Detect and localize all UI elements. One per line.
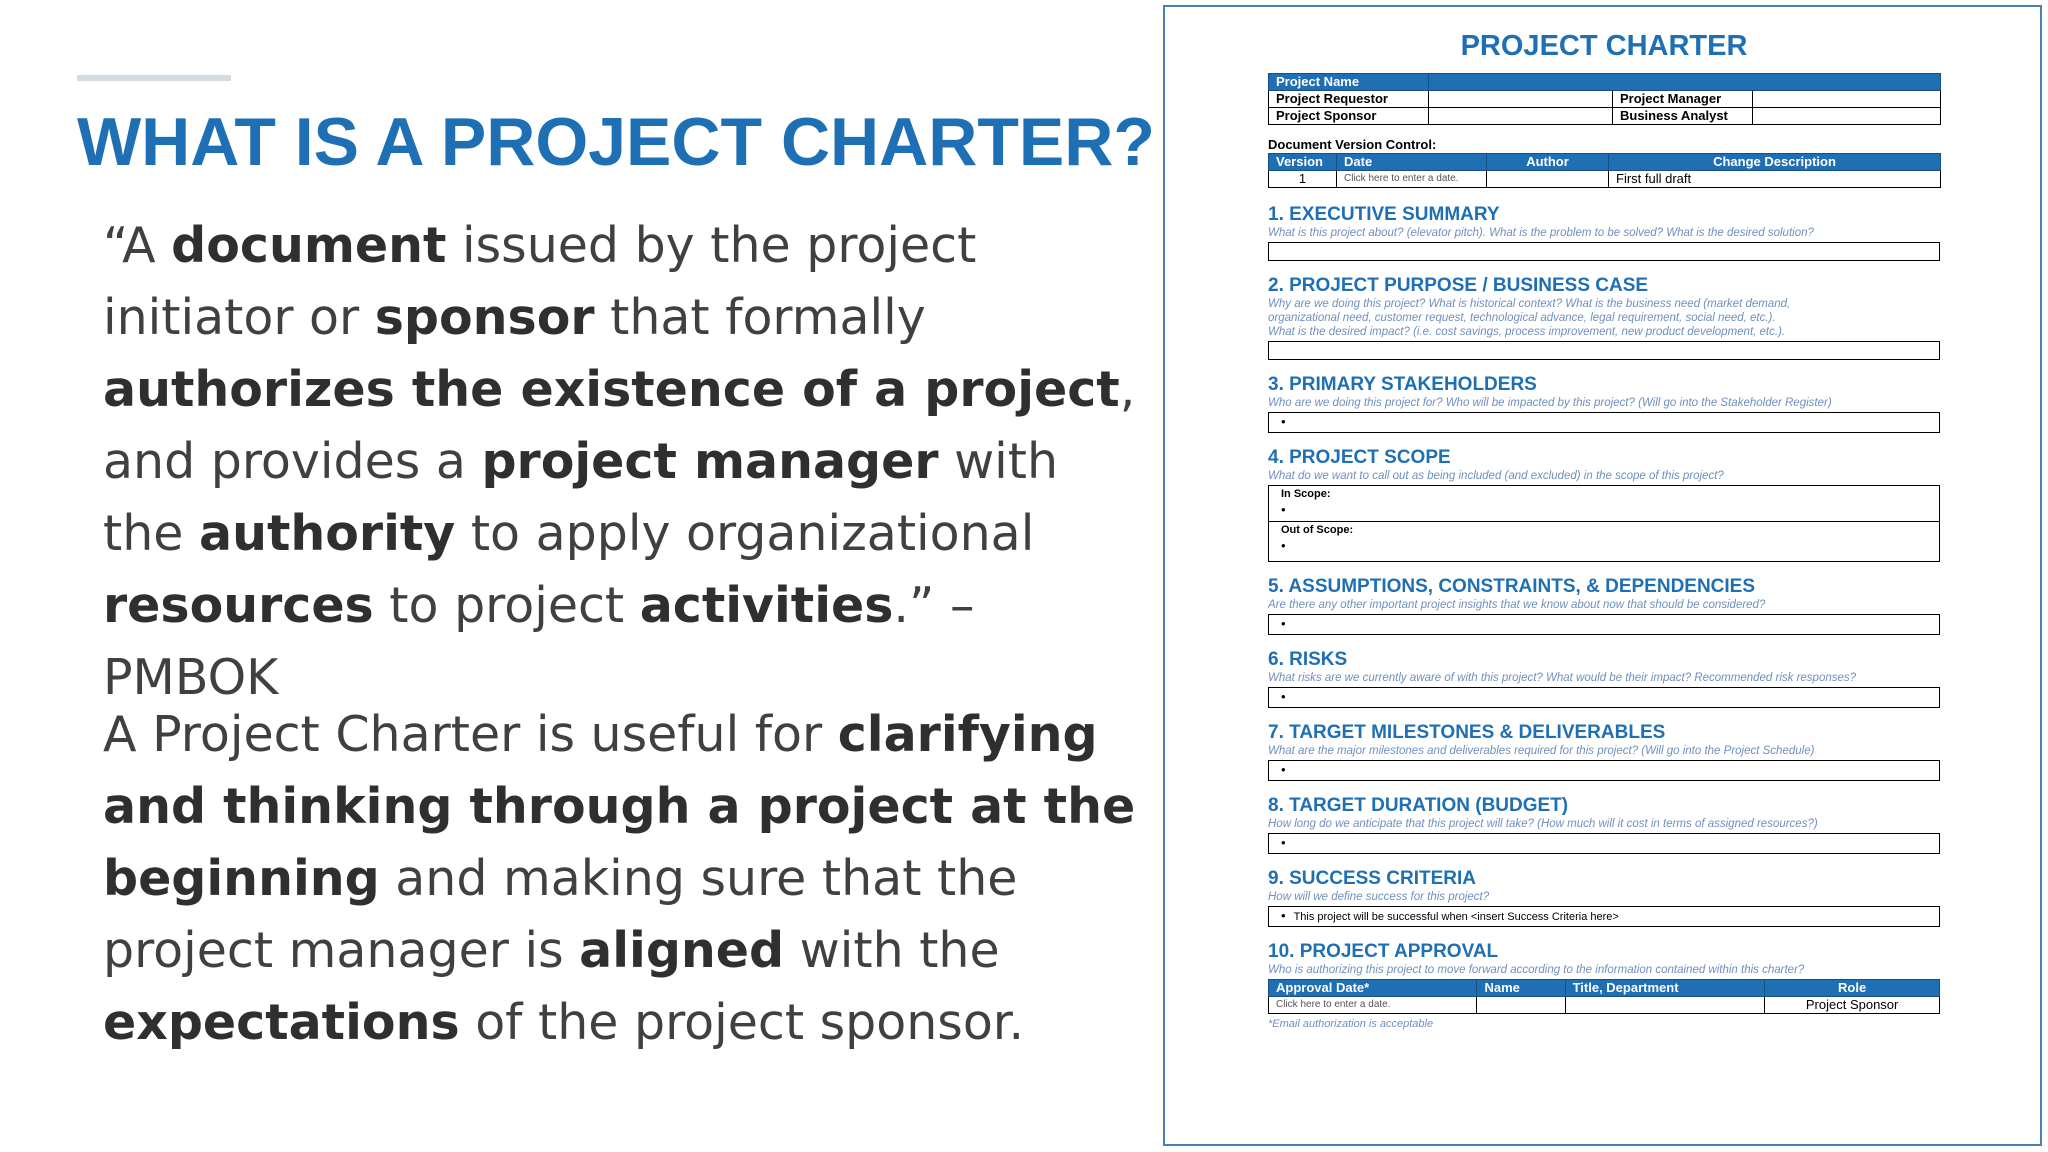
emphasis-text: project manager bbox=[481, 433, 939, 490]
section-prompt: Who is authorizing this project to move forward according to the information contained within this charter? bbox=[1268, 964, 1805, 976]
section-success-criteria bbox=[1268, 868, 1940, 927]
approval-header-row bbox=[1269, 980, 1940, 997]
approval-footnote: *Email authorization is acceptable bbox=[1268, 1018, 1434, 1030]
body-text: , and provides a bbox=[103, 361, 1136, 490]
charter-title: PROJECT CHARTER bbox=[1460, 30, 1748, 62]
project-requestor-value bbox=[1429, 91, 1613, 108]
body-text: issued by the project initiator or bbox=[103, 217, 977, 346]
approval-row bbox=[1269, 997, 1940, 1014]
bullet bbox=[1281, 619, 1294, 631]
section-primary-stakeholders bbox=[1268, 374, 1940, 433]
project-name-label: Project Name bbox=[1269, 74, 1429, 91]
emphasis-text: sponsor bbox=[374, 289, 595, 346]
section-heading: 3. PRIMARY STAKEHOLDERS bbox=[1268, 374, 1537, 395]
version-control-table bbox=[1268, 153, 1941, 188]
change-description-value: First full draft bbox=[1609, 171, 1941, 188]
section-assumptions bbox=[1268, 576, 1940, 635]
section-project-approval bbox=[1268, 941, 1940, 1030]
section-project-scope bbox=[1268, 447, 1940, 562]
version-header: Version bbox=[1269, 154, 1337, 171]
pmbok-definition-quote bbox=[103, 210, 1148, 714]
business-analyst-value bbox=[1753, 108, 1941, 125]
body-text: with the bbox=[103, 433, 1059, 562]
project-manager-label: Project Manager bbox=[1613, 91, 1753, 108]
project-manager-value bbox=[1753, 91, 1941, 108]
sponsor-row bbox=[1269, 108, 1941, 125]
section-heading: 9. SUCCESS CRITERIA bbox=[1268, 868, 1476, 889]
section-input-box bbox=[1268, 833, 1940, 854]
emphasis-text: expectations bbox=[103, 994, 460, 1051]
section-heading: 5. ASSUMPTIONS, CONSTRAINTS, & DEPENDENCIES bbox=[1268, 576, 1756, 597]
section-input-box bbox=[1268, 242, 1940, 261]
bullet bbox=[1281, 765, 1294, 777]
section-heading: 2. PROJECT PURPOSE / BUSINESS CASE bbox=[1268, 275, 1649, 296]
project-charter-document-image bbox=[1163, 5, 2042, 1146]
document-version-control-label: Document Version Control: bbox=[1268, 137, 1437, 152]
title-department-header: Title, Department bbox=[1565, 980, 1765, 997]
section-heading: 10. PROJECT APPROVAL bbox=[1268, 941, 1499, 962]
section-business-case bbox=[1268, 275, 1940, 360]
name-header: Name bbox=[1477, 980, 1565, 997]
section-input-box bbox=[1268, 341, 1940, 360]
section-prompt: What risks are we currently aware of with this project? What would be their impact? Recommended risk responses? bbox=[1268, 672, 1857, 684]
title-accent-rule bbox=[77, 75, 231, 81]
in-scope-label: In Scope: bbox=[1281, 488, 1331, 500]
bullet bbox=[1281, 505, 1294, 517]
success-criteria-text: This project will be successful when <insert Success Criteria here> bbox=[1293, 911, 1619, 923]
business-analyst-label: Business Analyst bbox=[1613, 108, 1753, 125]
project-requestor-label: Project Requestor bbox=[1269, 91, 1429, 108]
section-input-box bbox=[1268, 412, 1940, 433]
section-input-box bbox=[1268, 906, 1940, 927]
role-header: Role bbox=[1765, 980, 1940, 997]
section-executive-summary bbox=[1268, 204, 1940, 261]
out-of-scope-box bbox=[1268, 522, 1940, 562]
section-heading: 4. PROJECT SCOPE bbox=[1268, 447, 1451, 468]
emphasis-text: aligned bbox=[579, 922, 785, 979]
section-prompt: Who are we doing this project for? Who will be impacted by this project? (Will go into the Stakeholder Register) bbox=[1268, 397, 1832, 409]
section-milestones bbox=[1268, 722, 1940, 781]
requestor-row bbox=[1269, 91, 1941, 108]
section-heading: 6. RISKS bbox=[1268, 649, 1348, 670]
author-header: Author bbox=[1487, 154, 1609, 171]
section-input-box bbox=[1268, 687, 1940, 708]
section-prompt: What do we want to call out as being included (and excluded) in the scope of this project? bbox=[1268, 470, 1724, 482]
role-value: Project Sponsor bbox=[1765, 997, 1940, 1014]
section-duration-budget bbox=[1268, 795, 1940, 854]
section-prompt: How will we define success for this project? bbox=[1268, 891, 1490, 903]
section-prompt-line-2: organizational need, customer request, technological advance, legal requirement, social need, etc.). bbox=[1268, 312, 1776, 324]
approval-date-header: Approval Date* bbox=[1269, 980, 1477, 997]
charter-template bbox=[1268, 31, 1940, 1030]
section-prompt: Why are we doing this project? What is historical context? What is the business need (market demand, bbox=[1268, 298, 1791, 310]
emphasis-text: document bbox=[171, 217, 447, 274]
in-scope-box bbox=[1268, 485, 1940, 522]
change-description-header: Change Description bbox=[1609, 154, 1941, 171]
project-sponsor-label: Project Sponsor bbox=[1269, 108, 1429, 125]
approval-table bbox=[1268, 979, 1940, 1014]
section-prompt: Are there any other important project insights that we know about now that should be considered? bbox=[1268, 599, 1766, 611]
bullet bbox=[1281, 541, 1294, 553]
section-heading: 8. TARGET DURATION (BUDGET) bbox=[1268, 795, 1569, 816]
section-prompt-line-3: What is the desired impact? (i.e. cost savings, process improvement, new product development, etc.). bbox=[1268, 326, 1786, 338]
version-value: 1 bbox=[1269, 171, 1337, 188]
emphasis-text: authority bbox=[199, 505, 456, 562]
section-prompt: How long do we anticipate that this project will take? (How much will it cost in terms of assigned resources?) bbox=[1268, 818, 1818, 830]
approval-date-value: Click here to enter a date. bbox=[1269, 997, 1477, 1014]
body-text: to project bbox=[373, 577, 640, 634]
bullet bbox=[1281, 911, 1294, 923]
body-text: with the bbox=[784, 922, 1000, 979]
body-text: A Project Charter is useful for bbox=[103, 706, 838, 763]
slide-title: WHAT IS A PROJECT CHARTER? bbox=[77, 104, 1155, 180]
emphasis-text: authorizes the existence of a project bbox=[103, 361, 1120, 418]
bullet bbox=[1281, 838, 1294, 850]
body-text: of the project sponsor. bbox=[459, 994, 1025, 1051]
section-prompt: What are the major milestones and deliverables required for this project? (Will go into the Project Schedule) bbox=[1268, 745, 1815, 757]
body-text: .” –PMBOK bbox=[103, 577, 975, 706]
section-heading: 7. TARGET MILESTONES & DELIVERABLES bbox=[1268, 722, 1666, 743]
body-text: and making sure that the project manager is bbox=[103, 850, 1018, 979]
version-header-row bbox=[1269, 154, 1941, 171]
author-value bbox=[1487, 171, 1609, 188]
emphasis-text: resources bbox=[103, 577, 374, 634]
section-input-box bbox=[1268, 614, 1940, 635]
emphasis-text: clarifying and thinking through a project at the beginning bbox=[103, 706, 1136, 907]
approver-name-value bbox=[1477, 997, 1565, 1014]
project-name-row bbox=[1269, 74, 1941, 91]
version-row bbox=[1269, 171, 1941, 188]
charter-usefulness-text bbox=[103, 699, 1148, 1059]
section-heading: 1. EXECUTIVE SUMMARY bbox=[1268, 204, 1500, 225]
project-name-value bbox=[1429, 74, 1941, 91]
section-prompt: What is this project about? (elevator pitch). What is the problem to be solved? What is the desired solution? bbox=[1268, 227, 1814, 239]
body-text: to apply organizational bbox=[455, 505, 1035, 562]
project-info-table bbox=[1268, 73, 1941, 125]
section-input-box bbox=[1268, 760, 1940, 781]
project-sponsor-value bbox=[1429, 108, 1613, 125]
bullet bbox=[1281, 417, 1294, 429]
bullet bbox=[1281, 692, 1294, 704]
body-text: “A bbox=[103, 217, 172, 274]
date-header: Date bbox=[1337, 154, 1487, 171]
emphasis-text: activities bbox=[639, 577, 894, 634]
section-risks bbox=[1268, 649, 1940, 708]
out-of-scope-label: Out of Scope: bbox=[1281, 524, 1354, 536]
date-value: Click here to enter a date. bbox=[1337, 171, 1487, 188]
body-text: that formally bbox=[594, 289, 926, 346]
approver-title-value bbox=[1565, 997, 1765, 1014]
